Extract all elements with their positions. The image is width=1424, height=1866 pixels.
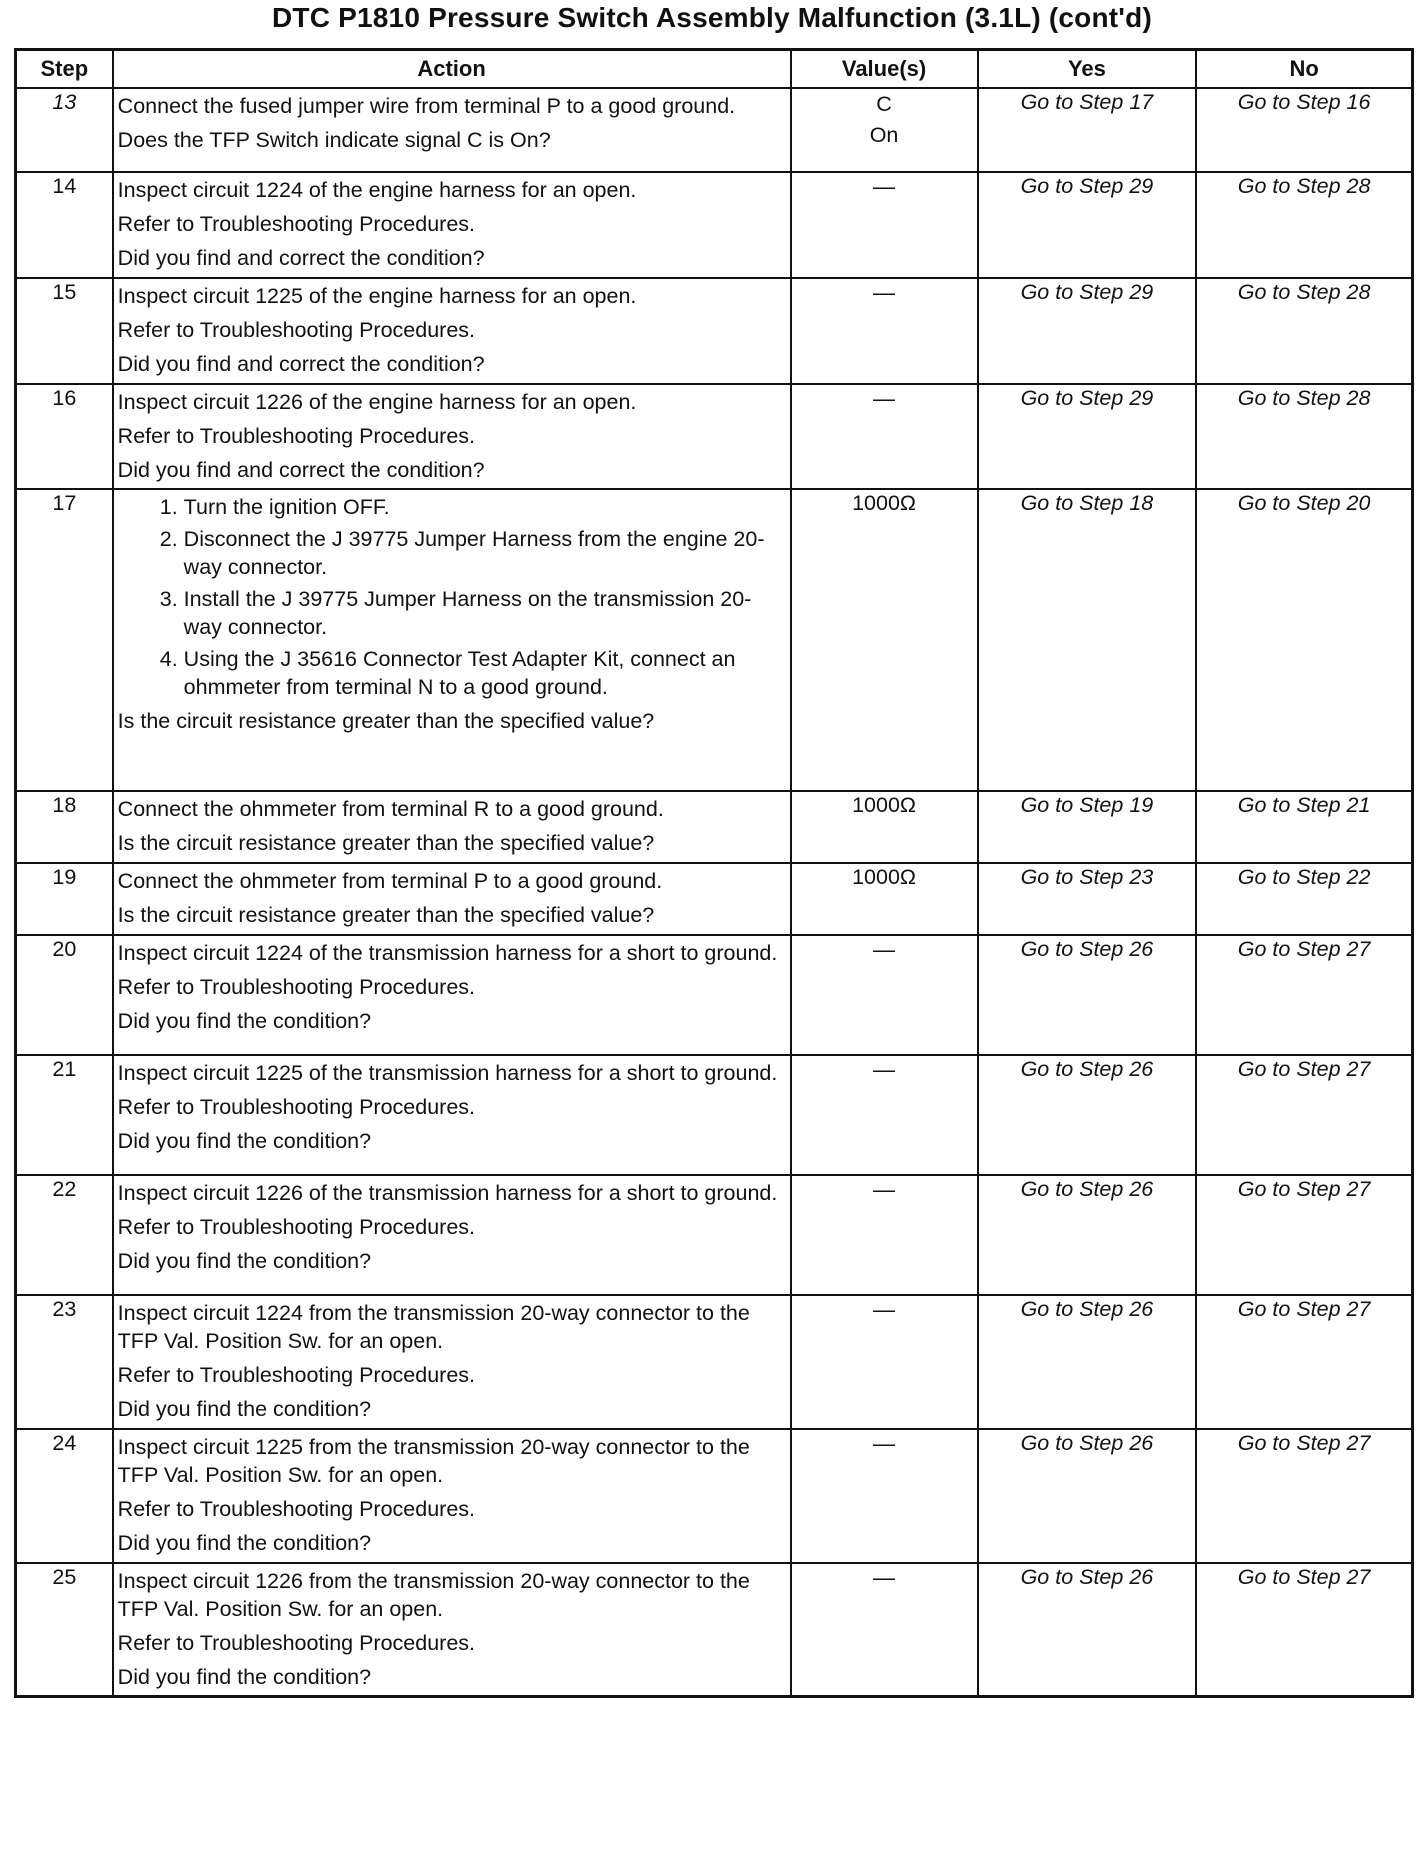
action-line: Refer to Troubleshooting Procedures.	[117, 1095, 476, 1120]
action-cell	[113, 1055, 791, 1175]
header-no: No	[1196, 50, 1412, 89]
action-line: Inspect circuit 1226 of the engine harness for an open.	[117, 389, 637, 414]
page-title: DTC P1810 Pressure Switch Assembly Malfunction (3.1L) (cont'd)	[272, 2, 1152, 33]
value-text: 1000Ω	[852, 491, 916, 516]
table-row	[16, 88, 1413, 172]
step-number: 14	[16, 172, 113, 278]
value-cell	[791, 935, 978, 1055]
list-item: 4. Using the J 35616 Connector Test Adapter Kit, connect an ohmmeter from terminal N to a good ground.	[184, 646, 786, 702]
action-question: Did you find the condition?	[117, 1009, 372, 1034]
value-text: —	[873, 1430, 896, 1456]
yes-result: Go to Step 26	[978, 1175, 1197, 1295]
yes-result: Go to Step 26	[978, 1295, 1197, 1429]
value-text: On	[869, 123, 899, 148]
table-row	[16, 172, 1413, 278]
action-line: Inspect circuit 1225 from the transmission 20-way connector to the TFP Val. Position Sw. for an open.	[117, 1434, 750, 1487]
yes-result: Go to Step 26	[978, 935, 1197, 1055]
action-cell	[113, 935, 791, 1055]
yes-result: Go to Step 19	[978, 791, 1197, 863]
action-cell	[113, 1563, 791, 1697]
action-question: Did you find the condition?	[117, 1397, 372, 1421]
value-text: —	[873, 1057, 896, 1083]
value-cell	[791, 791, 978, 863]
no-result: Go to Step 22	[1196, 863, 1412, 935]
table-row	[16, 1563, 1413, 1697]
yes-result: Go to Step 26	[978, 1055, 1197, 1175]
value-text: —	[873, 174, 896, 199]
action-line: Inspect circuit 1224 of the transmission harness for a short to ground.	[117, 941, 778, 966]
table-row	[16, 791, 1413, 863]
no-result: Go to Step 28	[1196, 278, 1412, 384]
header-action: Action	[113, 50, 791, 89]
yes-result: Go to Step 26	[978, 1563, 1197, 1697]
action-line: Refer to Troubleshooting Procedures.	[117, 1215, 476, 1240]
header-row	[16, 50, 1413, 89]
value-cell	[791, 1175, 978, 1295]
step-number: 19	[16, 863, 113, 935]
value-text: —	[873, 1297, 896, 1323]
table-row	[16, 935, 1413, 1055]
action-line: Refer to Troubleshooting Procedures.	[117, 1630, 476, 1655]
yes-result: Go to Step 17	[978, 88, 1197, 172]
header-yes: Yes	[978, 50, 1197, 89]
table-row	[16, 1295, 1413, 1429]
step-number: 13	[16, 88, 113, 172]
value-cell	[791, 1429, 978, 1563]
step-number: 21	[16, 1055, 113, 1175]
table-row	[16, 278, 1413, 384]
value-text: 1000Ω	[852, 793, 916, 818]
yes-result: Go to Step 29	[978, 172, 1197, 278]
action-cell	[113, 1429, 791, 1563]
action-cell	[113, 863, 791, 935]
step-number: 24	[16, 1429, 113, 1563]
table-row	[16, 863, 1413, 935]
action-cell	[113, 1175, 791, 1295]
value-text: C	[876, 92, 892, 116]
value-cell	[791, 1295, 978, 1429]
step-number: 22	[16, 1175, 113, 1295]
action-line: Connect the ohmmeter from terminal P to a good ground.	[117, 869, 663, 894]
yes-result: Go to Step 26	[978, 1429, 1197, 1563]
action-line: Inspect circuit 1224 from the transmission 20-way connector to the TFP Val. Position Sw. for an open.	[117, 1301, 750, 1354]
action-cell	[113, 278, 791, 384]
action-question: Did you find and correct the condition?	[117, 245, 485, 270]
action-question: Did you find and correct the condition?	[117, 351, 485, 376]
no-result: Go to Step 21	[1196, 791, 1412, 863]
header-values: Value(s)	[791, 50, 978, 89]
yes-result: Go to Step 29	[978, 278, 1197, 384]
no-result: Go to Step 27	[1196, 1055, 1412, 1175]
no-result: Go to Step 20	[1196, 489, 1412, 791]
action-question: Did you find the condition?	[117, 1664, 372, 1689]
step-number: 17	[16, 489, 113, 791]
action-line: Inspect circuit 1225 of the transmission harness for a short to ground.	[117, 1061, 778, 1086]
action-line: Inspect circuit 1226 from the transmission 20-way connector to the TFP Val. Position Sw. for an open.	[117, 1568, 750, 1621]
action-cell	[113, 489, 791, 791]
value-text: —	[873, 937, 896, 963]
action-question: Is the circuit resistance greater than the specified value?	[117, 831, 655, 856]
list-item: 3. Install the J 39775 Jumper Harness on the transmission 20-way connector.	[184, 586, 786, 642]
action-line: Refer to Troubleshooting Procedures.	[117, 317, 476, 342]
action-cell	[113, 172, 791, 278]
value-text: —	[873, 279, 896, 305]
table-row	[16, 1055, 1413, 1175]
table-row	[16, 489, 1413, 791]
table-row	[16, 384, 1413, 490]
list-item: 1. Turn the ignition OFF.	[184, 494, 786, 522]
no-result: Go to Step 16	[1196, 88, 1412, 172]
action-cell	[113, 1295, 791, 1429]
step-number: 15	[16, 278, 113, 384]
step-number: 16	[16, 384, 113, 490]
no-result: Go to Step 27	[1196, 1563, 1412, 1697]
value-cell	[791, 172, 978, 278]
action-question: Did you find the condition?	[117, 1129, 372, 1154]
action-cell	[113, 791, 791, 863]
action-question: Does the TFP Switch indicate signal C is On?	[117, 127, 551, 152]
value-cell	[791, 1563, 978, 1697]
yes-result: Go to Step 29	[978, 384, 1197, 490]
action-cell	[113, 384, 791, 490]
action-line: Inspect circuit 1225 of the engine harness for an open.	[117, 283, 637, 308]
action-question: Is the circuit resistance greater than the specified value?	[117, 903, 655, 928]
action-line: Refer to Troubleshooting Procedures.	[117, 975, 476, 1000]
value-text: —	[873, 1177, 896, 1203]
header-step: Step	[16, 50, 113, 89]
action-line: Refer to Troubleshooting Procedures.	[117, 211, 476, 236]
list-item: 2. Disconnect the J 39775 Jumper Harness from the engine 20-way connector.	[184, 526, 786, 582]
table-row	[16, 1429, 1413, 1563]
no-result: Go to Step 28	[1196, 172, 1412, 278]
action-line: Refer to Troubleshooting Procedures.	[117, 423, 476, 448]
action-line: Connect the ohmmeter from terminal R to a good ground.	[117, 797, 664, 822]
action-question: Is the circuit resistance greater than the specified value?	[117, 709, 655, 733]
value-text: —	[873, 1564, 896, 1590]
no-result: Go to Step 28	[1196, 384, 1412, 490]
no-result: Go to Step 27	[1196, 1175, 1412, 1295]
diagnostic-table	[14, 48, 1414, 1698]
step-number: 20	[16, 935, 113, 1055]
no-result: Go to Step 27	[1196, 1429, 1412, 1563]
step-number: 25	[16, 1563, 113, 1697]
action-line: Inspect circuit 1226 of the transmission harness for a short to ground.	[117, 1181, 778, 1206]
value-cell	[791, 863, 978, 935]
step-number: 18	[16, 791, 113, 863]
value-cell	[791, 278, 978, 384]
action-line: Refer to Troubleshooting Procedures.	[117, 1496, 476, 1521]
no-result: Go to Step 27	[1196, 935, 1412, 1055]
value-cell	[791, 88, 978, 172]
action-question: Did you find the condition?	[117, 1249, 372, 1274]
action-question: Did you find the condition?	[117, 1530, 372, 1555]
procedure-list	[118, 494, 786, 702]
value-text: 1000Ω	[852, 865, 916, 890]
yes-result: Go to Step 23	[978, 863, 1197, 935]
action-line: Refer to Troubleshooting Procedures.	[117, 1363, 476, 1388]
value-cell	[791, 1055, 978, 1175]
no-result: Go to Step 27	[1196, 1295, 1412, 1429]
action-question: Did you find and correct the condition?	[117, 457, 485, 482]
action-line: Connect the fused jumper wire from terminal P to a good ground.	[117, 94, 736, 118]
yes-result: Go to Step 18	[978, 489, 1197, 791]
value-text: —	[873, 385, 896, 411]
table-row	[16, 1175, 1413, 1295]
value-cell	[791, 489, 978, 791]
step-number: 23	[16, 1295, 113, 1429]
action-line: Inspect circuit 1224 of the engine harness for an open.	[117, 178, 637, 202]
action-cell	[113, 88, 791, 172]
value-cell	[791, 384, 978, 490]
